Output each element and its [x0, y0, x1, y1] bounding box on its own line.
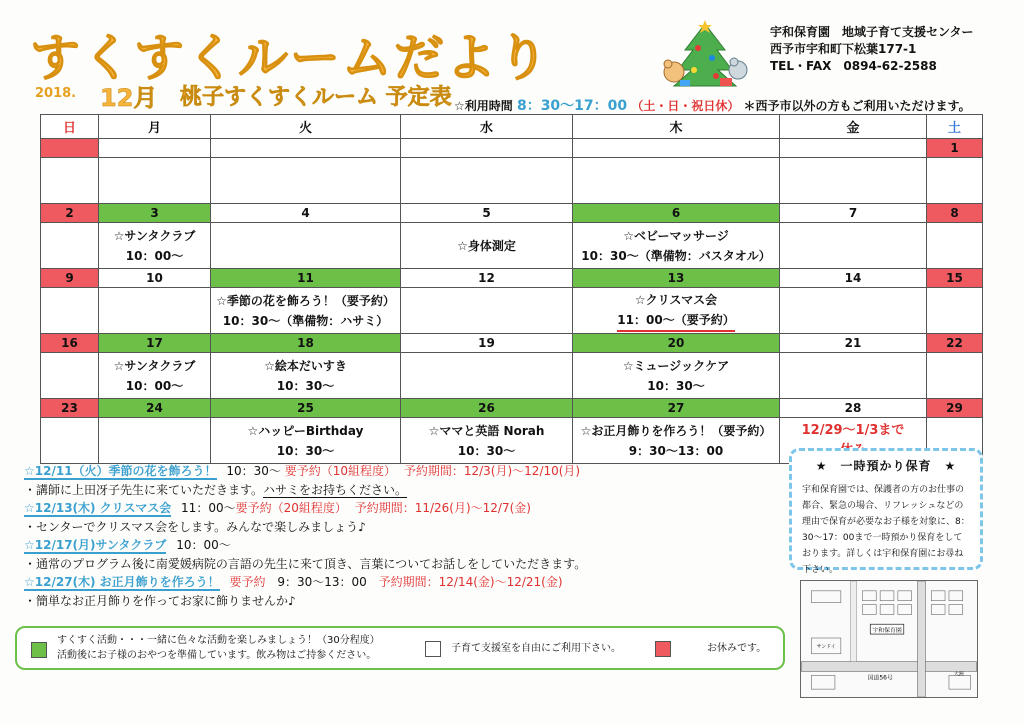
event-time: 10：00～	[176, 538, 231, 552]
opening-hours	[454, 95, 971, 115]
announcement-1	[24, 462, 784, 481]
event-cell	[211, 418, 401, 464]
event-cell	[780, 158, 927, 204]
event-line: 10：30～	[457, 443, 516, 458]
event-reservation: 要予約（20組程度）	[235, 501, 347, 515]
date-cell: 24	[99, 399, 211, 418]
organization-info	[770, 24, 974, 75]
weekday-header	[41, 115, 983, 139]
date-cell: 8	[927, 204, 983, 223]
legend-green-line1: すくすく活動・・・一緒に色々な活動を楽しみましょう！（30分程度）	[57, 635, 380, 646]
map-label-left: サンドイ	[816, 643, 836, 650]
date-row	[41, 204, 983, 223]
date-cell: 4	[211, 204, 401, 223]
org-address: 西予市宇和町下松葉177-1	[770, 42, 917, 56]
date-cell: 17	[99, 334, 211, 353]
date-cell: 3	[99, 204, 211, 223]
org-phone: TEL・FAX 0894-62-2588	[770, 59, 937, 73]
weekday-6: 土	[927, 115, 983, 139]
event-title: ☆12/27(木) お正月飾りを作ろう！	[24, 575, 220, 589]
event-desc: ・講師に上田冴子先生に来ていただきます。	[24, 482, 264, 497]
care-text: 宇和保育園では、保護者の方のお仕事の都合、緊急の場合、リフレッシュなどの理由で保育が必要なお子様を対象に、8：30～17：00まで一時預かり保育をしております。詳しくは宇和保育園にお尋ね下さい。	[802, 485, 970, 575]
schedule-subtitle: 桃子すくすくルーム 予定表	[180, 85, 452, 110]
weekday-1: 月	[99, 115, 211, 139]
event-time: 11：00～	[181, 501, 236, 515]
event-cell	[401, 223, 573, 269]
date-cell	[211, 139, 401, 158]
event-title: ☆12/11（火）季節の花を飾ろう！	[24, 464, 217, 478]
date-cell: 16	[41, 334, 99, 353]
legend-green-text	[57, 633, 380, 663]
announcement-1-desc	[24, 481, 784, 500]
map-label-road: 国道56号	[867, 675, 893, 682]
event-cell	[927, 158, 983, 204]
event-line: 10：30～	[276, 378, 335, 393]
event-row	[41, 158, 983, 204]
event-cell	[401, 418, 573, 464]
monthly-calendar	[40, 114, 983, 464]
event-cell	[99, 158, 211, 204]
announcement-2	[24, 499, 784, 518]
event-period: 予約期間：12/14(金)～12/21(金)	[378, 575, 563, 589]
date-cell: 26	[401, 399, 573, 418]
event-cell	[41, 158, 99, 204]
date-cell: 18	[211, 334, 401, 353]
event-line: 10：30～（準備物：ハサミ）	[222, 313, 389, 328]
date-cell: 25	[211, 399, 401, 418]
event-period: 予約期間：11/26(月)～12/7(金)	[354, 501, 531, 515]
legend	[15, 626, 785, 670]
date-cell: 11	[211, 269, 401, 288]
event-reservation: 要予約	[229, 575, 266, 589]
legend-green-swatch	[31, 642, 47, 658]
date-cell: 9	[41, 269, 99, 288]
date-cell	[780, 139, 927, 158]
event-period: 予約期間：12/3(月)～12/10(月)	[403, 464, 581, 478]
event-cell	[211, 353, 401, 399]
weekday-2: 火	[211, 115, 401, 139]
map-label-right: 大洲	[953, 671, 964, 678]
event-line: 10：00～	[125, 248, 184, 263]
map-label-school: 宇和保育園	[872, 628, 902, 635]
event-cell	[99, 418, 211, 464]
date-cell: 28	[780, 399, 927, 418]
event-cell	[573, 353, 780, 399]
event-cell	[780, 223, 927, 269]
event-line: ☆ママと英語 Norah	[428, 423, 545, 438]
care-title: ★ 一時預かり保育 ★	[815, 459, 957, 473]
event-line: ☆クリスマス会	[634, 292, 718, 307]
date-cell: 22	[927, 334, 983, 353]
date-cell: 15	[927, 269, 983, 288]
event-reservation: 要予約（10組程度）	[284, 464, 397, 478]
event-cell	[927, 288, 983, 334]
date-cell: 10	[99, 269, 211, 288]
event-cell	[41, 288, 99, 334]
announcement-3-desc: ・通常のプログラム後に南愛媛病院の言語の先生に来て頂き、言葉についてお話しをしていただきます。	[24, 556, 587, 571]
event-cell	[41, 418, 99, 464]
event-cell	[211, 223, 401, 269]
event-cell	[99, 288, 211, 334]
event-line: ☆ハッピーBirthday	[247, 423, 364, 438]
event-line: 9：30～13：00	[628, 443, 724, 458]
event-line: 10：30～	[276, 443, 335, 458]
weekday-0: 日	[41, 115, 99, 139]
date-cell: 1	[927, 139, 983, 158]
weekday-5: 金	[780, 115, 927, 139]
event-line: ☆サンタクラブ	[113, 228, 196, 243]
date-cell: 14	[780, 269, 927, 288]
announcement-3	[24, 536, 784, 555]
date-cell: 23	[41, 399, 99, 418]
legend-red-text: お休みです。	[707, 643, 767, 654]
event-time: 10：30～	[226, 464, 281, 478]
hours-label: ☆利用時間	[454, 99, 513, 113]
event-line: ☆ベビーマッサージ	[623, 228, 729, 243]
legend-white-swatch	[425, 641, 441, 657]
event-cell	[927, 353, 983, 399]
date-cell: 12	[401, 269, 573, 288]
event-row	[41, 223, 983, 269]
event-cell	[780, 353, 927, 399]
event-cell	[573, 223, 780, 269]
year-label: 2018.	[35, 86, 77, 101]
announcements	[24, 462, 784, 610]
date-row	[41, 334, 983, 353]
date-cell: 6	[573, 204, 780, 223]
date-row	[41, 269, 983, 288]
event-row	[41, 288, 983, 334]
month-label: 12月	[100, 84, 158, 112]
date-cell: 7	[780, 204, 927, 223]
event-cell	[573, 418, 780, 464]
event-line: 10：30～（準備物：バスタオル）	[581, 248, 771, 263]
event-cell	[41, 353, 99, 399]
event-line: 12/29～1/3まで	[801, 422, 905, 438]
event-cell	[211, 288, 401, 334]
date-cell: 5	[401, 204, 573, 223]
weekday-4: 木	[573, 115, 780, 139]
date-cell	[573, 139, 780, 158]
hours-time: 8：30～17：00	[516, 98, 628, 114]
date-cell	[41, 139, 99, 158]
event-cell	[99, 353, 211, 399]
event-cell	[211, 158, 401, 204]
event-cell	[99, 223, 211, 269]
page-title: すくすくルームだより	[30, 29, 550, 87]
event-cell	[41, 223, 99, 269]
event-cell	[401, 288, 573, 334]
announcement-4	[24, 573, 784, 592]
event-cell	[780, 288, 927, 334]
event-line: ☆お正月飾りを作ろう！（要予約）	[580, 423, 772, 438]
date-cell: 13	[573, 269, 780, 288]
announcement-2-desc: ・センターでクリスマス会をします。みんなで楽しみましょう♪	[24, 519, 366, 534]
hours-closed-days: （土・日・祝日休）	[631, 99, 740, 113]
event-time: 9：30～13：00	[277, 575, 367, 589]
org-name: 宇和保育園 地域子育て支援センター	[770, 25, 974, 39]
event-title: ☆12/13(木) クリスマス会	[24, 501, 172, 515]
announcement-4-desc: ・簡単なお正月飾りを作ってお家に飾りませんか♪	[24, 593, 296, 608]
christmas-tree-illustration	[660, 20, 750, 88]
event-cell	[573, 288, 780, 334]
event-line: ☆季節の花を飾ろう！（要予約）	[216, 293, 395, 308]
date-cell	[99, 139, 211, 158]
event-line: 10：00～	[125, 378, 184, 393]
event-desc-underlined: ハサミをお持ちください。	[263, 482, 408, 497]
event-cell	[401, 158, 573, 204]
date-cell: 19	[401, 334, 573, 353]
event-row	[41, 353, 983, 399]
event-line: ☆サンタクラブ	[113, 358, 196, 373]
legend-green-line2: 活動後にお子様のおやつを準備しています。飲み物はご持参ください。	[57, 650, 377, 661]
date-row	[41, 399, 983, 418]
date-cell: 2	[41, 204, 99, 223]
legend-white-text: 子育て支援室を自由にご利用下さい。	[451, 643, 621, 654]
event-line: ☆身体測定	[457, 238, 516, 253]
event-cell	[401, 353, 573, 399]
hours-note: ＊西予市以外の方もご利用いただけます。	[743, 99, 971, 113]
event-cell	[573, 158, 780, 204]
date-cell: 27	[573, 399, 780, 418]
date-row	[41, 139, 983, 158]
event-line: ☆ミュージックケア	[622, 358, 730, 373]
event-cell	[927, 223, 983, 269]
date-cell	[401, 139, 573, 158]
weekday-3: 水	[401, 115, 573, 139]
temporary-care-box	[789, 448, 983, 575]
legend-red-swatch	[655, 641, 671, 657]
date-cell: 20	[573, 334, 780, 353]
access-map	[800, 580, 978, 698]
event-line: 11：00～（要予約）	[617, 310, 734, 332]
event-line: ☆絵本だいすき	[264, 358, 347, 373]
date-cell: 21	[780, 334, 927, 353]
event-line: 10：30～	[647, 378, 705, 393]
event-title: ☆12/17(月)サンタクラブ	[24, 538, 167, 552]
date-cell: 29	[927, 399, 983, 418]
